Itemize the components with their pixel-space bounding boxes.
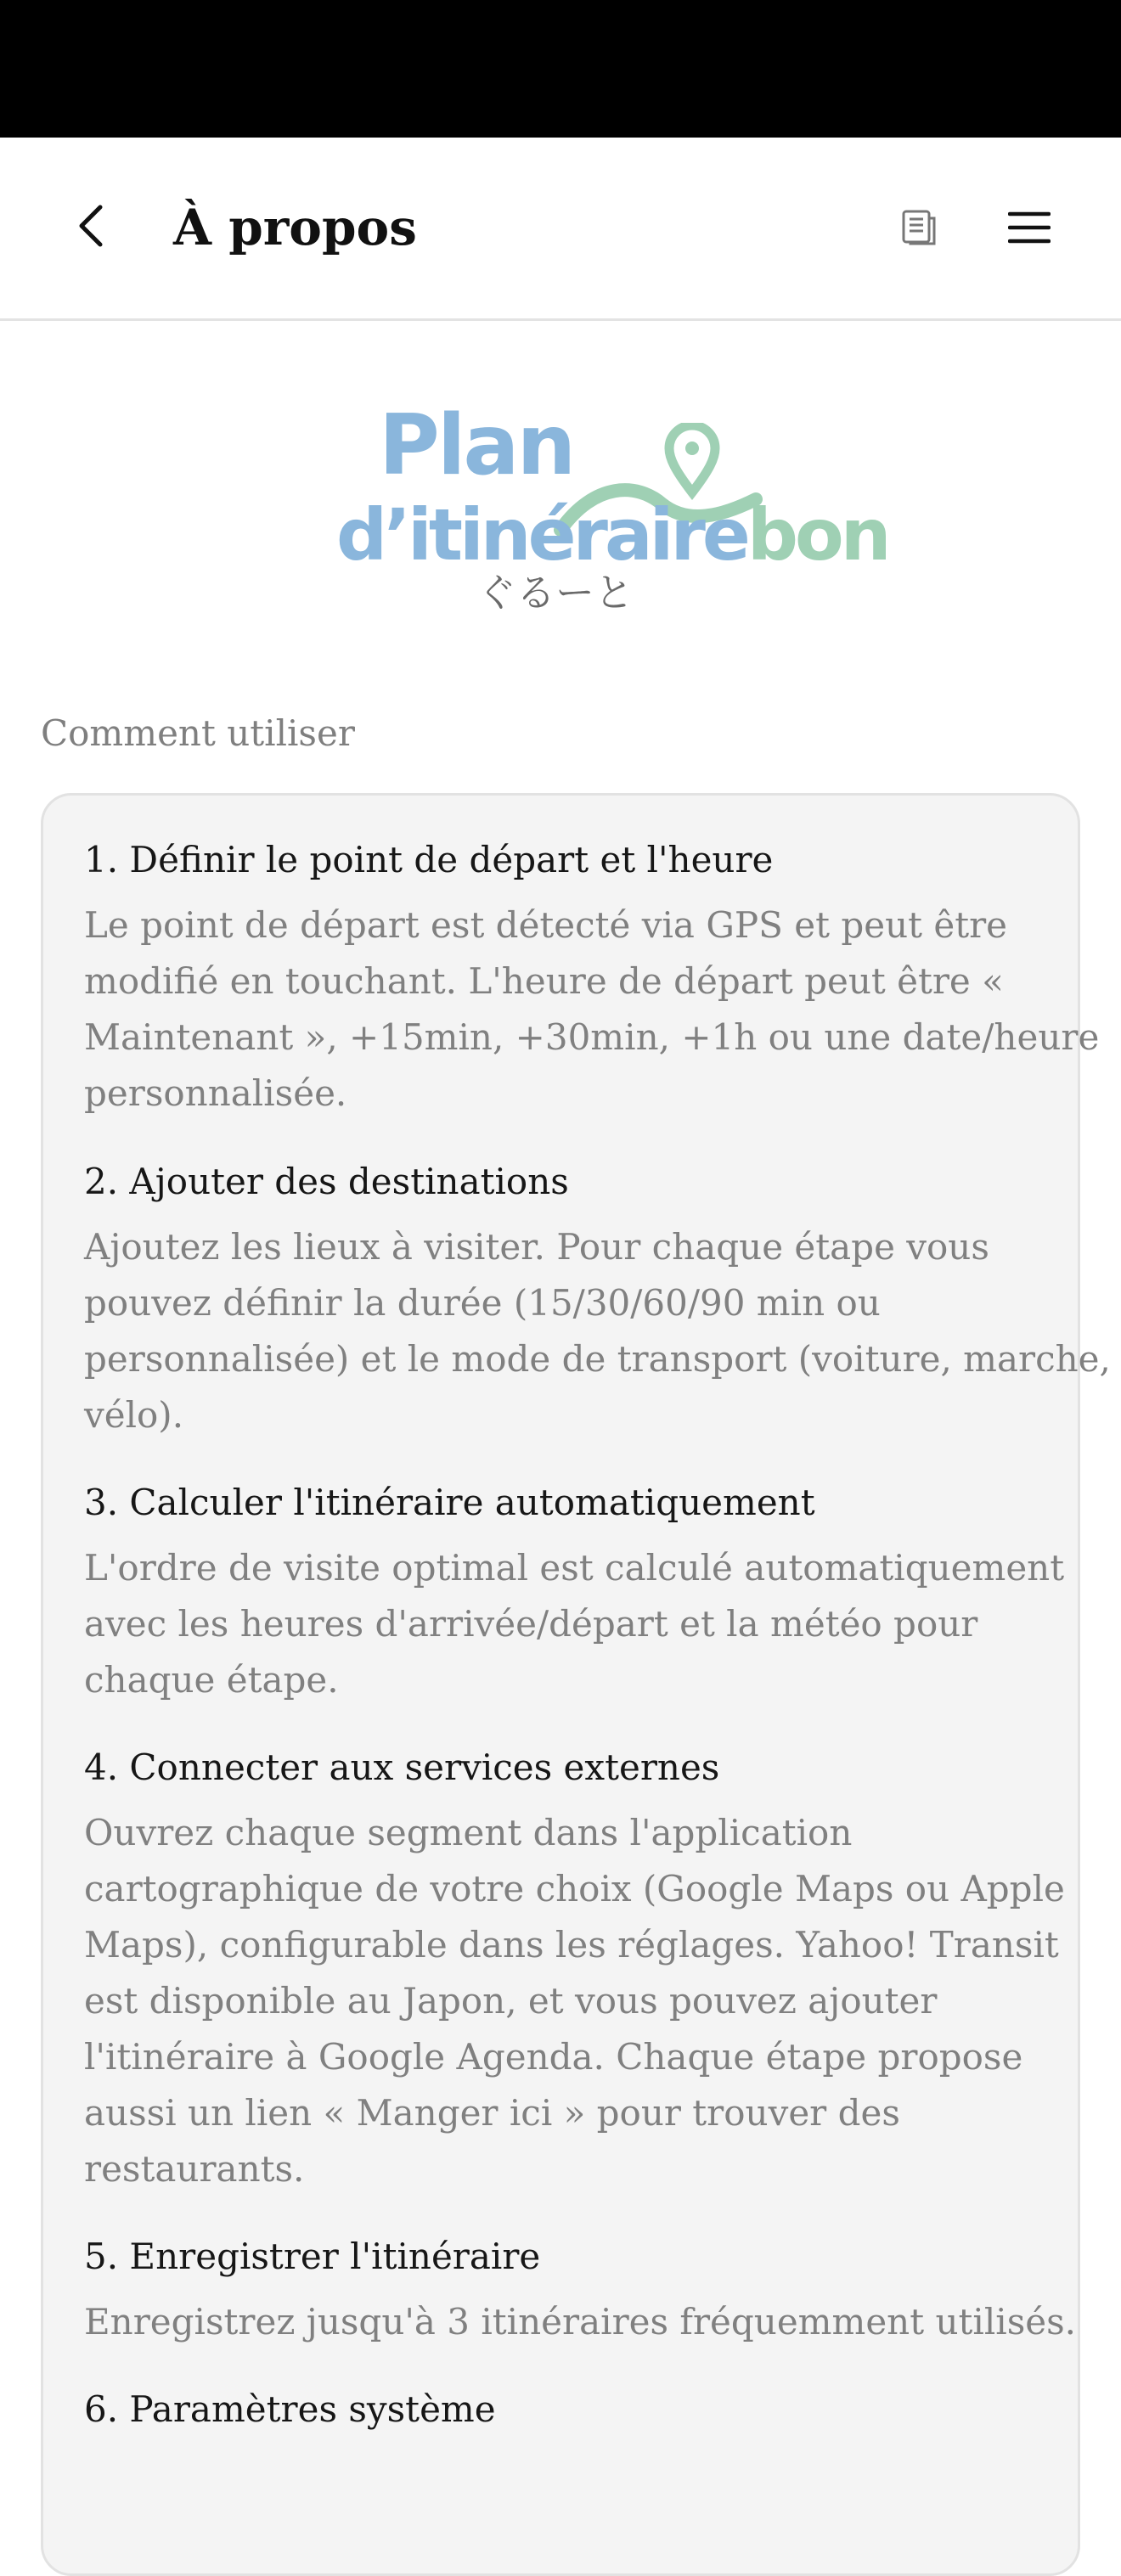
step-3: [84, 1479, 1065, 1708]
step-description: [84, 1219, 1111, 1443]
step-title: 3. Calculer l'itinéraire automatiquement: [84, 1482, 815, 1523]
step-desc-line: Ajoutez les lieux à visiter. Pour chaque étape vous: [84, 1226, 989, 1268]
reader-mode-button[interactable]: [883, 192, 955, 263]
step-2: [84, 1158, 1111, 1443]
logo-word-itineraire: d’itinéraire: [336, 493, 747, 577]
app-header: [0, 138, 1121, 321]
logo-line-plan: Plan: [379, 397, 574, 494]
menu-button[interactable]: [994, 192, 1065, 263]
logo-line-kana: ぐるーと: [477, 570, 634, 616]
step-title: 2. Ajouter des destinations: [84, 1161, 569, 1202]
step-desc-line: vélo).: [84, 1394, 184, 1436]
step-description: [84, 1540, 1065, 1708]
step-desc-line: l'itinéraire à Google Agenda. Chaque étape propose: [84, 2036, 1023, 2078]
step-description: [84, 1805, 1065, 2197]
step-desc-line: chaque étape.: [84, 1659, 339, 1701]
step-desc-line: Ouvrez chaque segment dans l'application: [84, 1812, 853, 1853]
step-1: [84, 836, 1100, 1122]
logo-word-bon: bon: [746, 493, 888, 577]
step-desc-line: personnalisée.: [84, 1072, 347, 1114]
step-description: [84, 2294, 1077, 2350]
step-5: [84, 2233, 1077, 2350]
step-desc-line: modifié en touchant. L'heure de départ peut être «: [84, 960, 1004, 1002]
step-desc-line: restaurants.: [84, 2148, 305, 2190]
document-icon: [900, 208, 938, 247]
status-bar: [0, 0, 1121, 138]
step-title: 1. Définir le point de départ et l'heure: [84, 839, 774, 880]
step-desc-line: Enregistrez jusqu'à 3 itinéraires fréquemment utilisés.: [84, 2301, 1077, 2343]
step-title: 6. Paramètres système: [84, 2388, 496, 2430]
step-desc-line: Maps), configurable dans les réglages. Yahoo! Transit: [84, 1924, 1059, 1966]
step-desc-line: aussi un lien « Manger ici » pour trouver des: [84, 2092, 900, 2134]
logo-line-itineraire: [336, 494, 888, 576]
section-label: Comment utiliser: [41, 712, 355, 754]
step-desc-line: Le point de départ est détecté via GPS et peut être: [84, 904, 1008, 946]
app-logo: [323, 397, 888, 628]
step-desc-line: Maintenant », +15min, +30min, +1h ou une date/heure: [84, 1016, 1100, 1058]
page-title: À propos: [173, 199, 417, 256]
step-desc-line: avec les heures d'arrivée/départ et la météo pour: [84, 1603, 978, 1645]
step-4: [84, 1744, 1065, 2197]
step-desc-line: pouvez définir la durée (15/30/60/90 min ou: [84, 1282, 881, 1324]
back-button[interactable]: [56, 190, 127, 262]
step-desc-line: cartographique de votre choix (Google Maps ou Apple: [84, 1868, 1065, 1910]
step-title: 4. Connecter aux services externes: [84, 1746, 720, 1788]
hamburger-menu-icon: [1008, 211, 1051, 245]
step-desc-line: L'ordre de visite optimal est calculé automatiquement: [84, 1547, 1065, 1589]
step-description: [84, 897, 1100, 1122]
step-desc-line: est disponible au Japon, et vous pouvez ajouter: [84, 1980, 938, 2022]
step-title: 5. Enregistrer l'itinéraire: [84, 2236, 541, 2277]
chevron-left-icon: [73, 202, 110, 250]
step-desc-line: personnalisée) et le mode de transport (voiture, marche,: [84, 1338, 1111, 1380]
step-6: [84, 2386, 1044, 2433]
